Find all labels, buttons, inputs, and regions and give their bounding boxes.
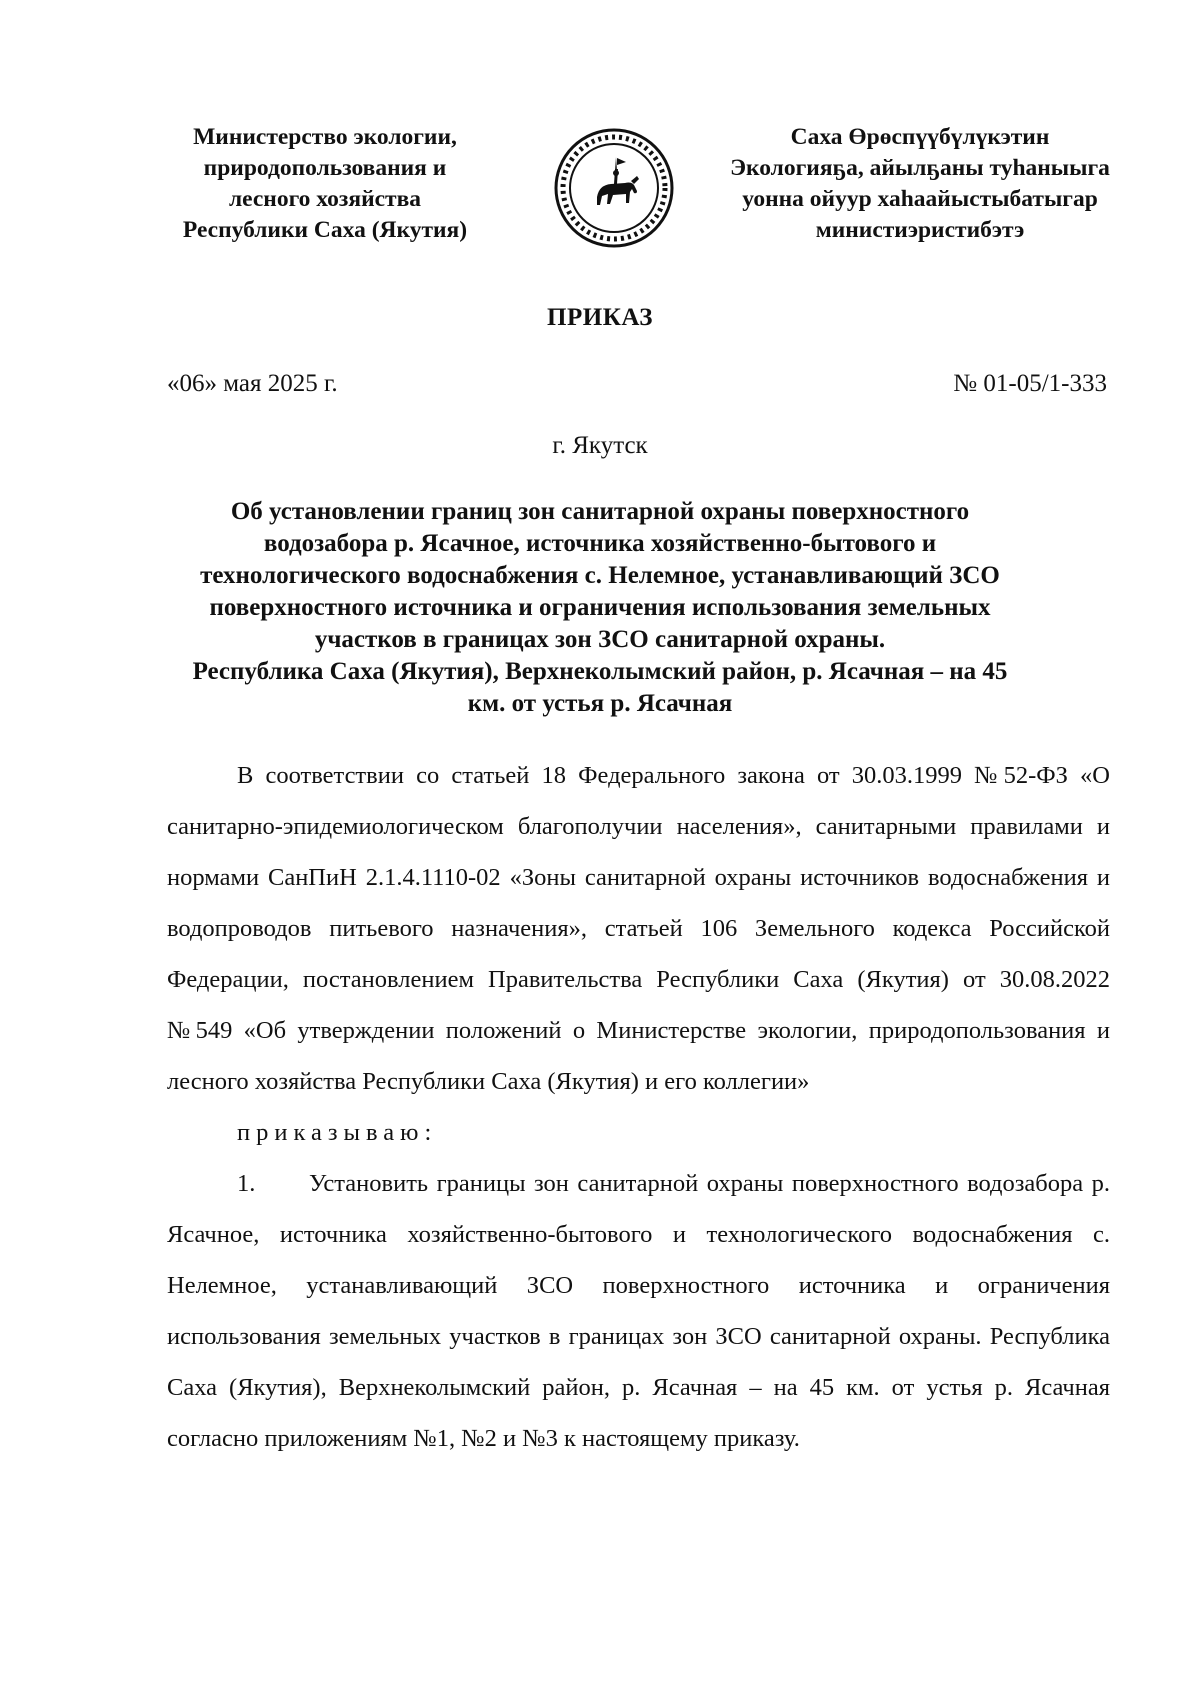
heading-line: водозабора р. Ясачное, источника хозяйственно-бытового и	[263, 530, 937, 557]
ministry-ru-line: Республики Саха (Якутия)	[182, 217, 468, 243]
ministry-name-russian	[140, 122, 510, 246]
heading-line: Республика Саха (Якутия), Верхнеколымский район, р. Ясачная – на 45	[192, 658, 1008, 685]
document-date: «06» мая 2025 г.	[167, 370, 338, 397]
order-word: приказываю:	[237, 1119, 438, 1146]
item-text: Установить границы зон санитарной охраны поверхностного водозабора р. Ясачное, источника хозяйственно-бытового и технологического водоснабжения с. Нелемное, устанавливающий ЗСО поверхностного источника и ограничения использования земельных участков в границах зон ЗСО санитарной охраны. Республика Саха (Якутия), Верхнеколымский район, р. Ясачная – на 45 км. от устья р. Ясачная согласно приложениям №1, №2 и №3 к настоящему приказу.	[167, 1170, 1110, 1452]
ministry-sah-line: Экологияҕа, айылҕаны туһаныыга	[730, 155, 1110, 181]
heading-line: Об установлении границ зон санитарной охраны поверхностного	[230, 498, 970, 525]
preamble-paragraph: В соответствии со статьей 18 Федерального закона от 30.03.1999 №52-ФЗ «О санитарно-эпидемиологическом благополучии населения», санитарными правилами и нормами СанПиН 2.1.4.1110-02 «Зоны санитарной охраны источников водоснабжения и водопроводов питьевого назначения», статьей 106 Земельного кодекса Российской Федерации, постановлением Правительства Республики Саха (Якутия) от 30.08.2022 №549 «Об утверждении положений о Министерстве экологии, природопользования и лесного хозяйства Республики Саха (Якутия) и его коллегии»	[167, 762, 1110, 1095]
ministry-ru-line: лесного хозяйства	[228, 186, 422, 212]
coat-of-arms-emblem-icon	[553, 127, 675, 249]
heading-line: км. от устья р. Ясачная	[467, 690, 733, 717]
heading-line: поверхностного источника и ограничения использования земельных	[209, 594, 991, 621]
ministry-ru-line: Министерство экологии,	[193, 124, 457, 150]
heading-line: участков в границах зон ЗСО санитарной охраны.	[314, 626, 886, 653]
ministry-sah-line: Саха Өрөспүүбүлүкэтин	[790, 124, 1050, 150]
document-city: г. Якутск	[552, 432, 648, 459]
item-number: 1.	[237, 1170, 256, 1197]
document-heading	[150, 496, 1050, 720]
document-number: № 01-05/1-333	[953, 370, 1107, 397]
order-item-1	[167, 1158, 1110, 1464]
ministry-ru-line: природопользования и	[203, 155, 447, 181]
document-body	[167, 750, 1110, 1464]
heading-line: технологического водоснабжения с. Нелемное, устанавливающий ЗСО	[200, 562, 1000, 589]
document-title: ПРИКАЗ	[547, 304, 653, 331]
ministry-sah-line: министиэристибэтэ	[815, 217, 1025, 243]
ministry-name-sakha	[700, 122, 1140, 246]
ministry-sah-line: уонна ойуур хаһаайыстыбатыгар	[742, 186, 1098, 212]
